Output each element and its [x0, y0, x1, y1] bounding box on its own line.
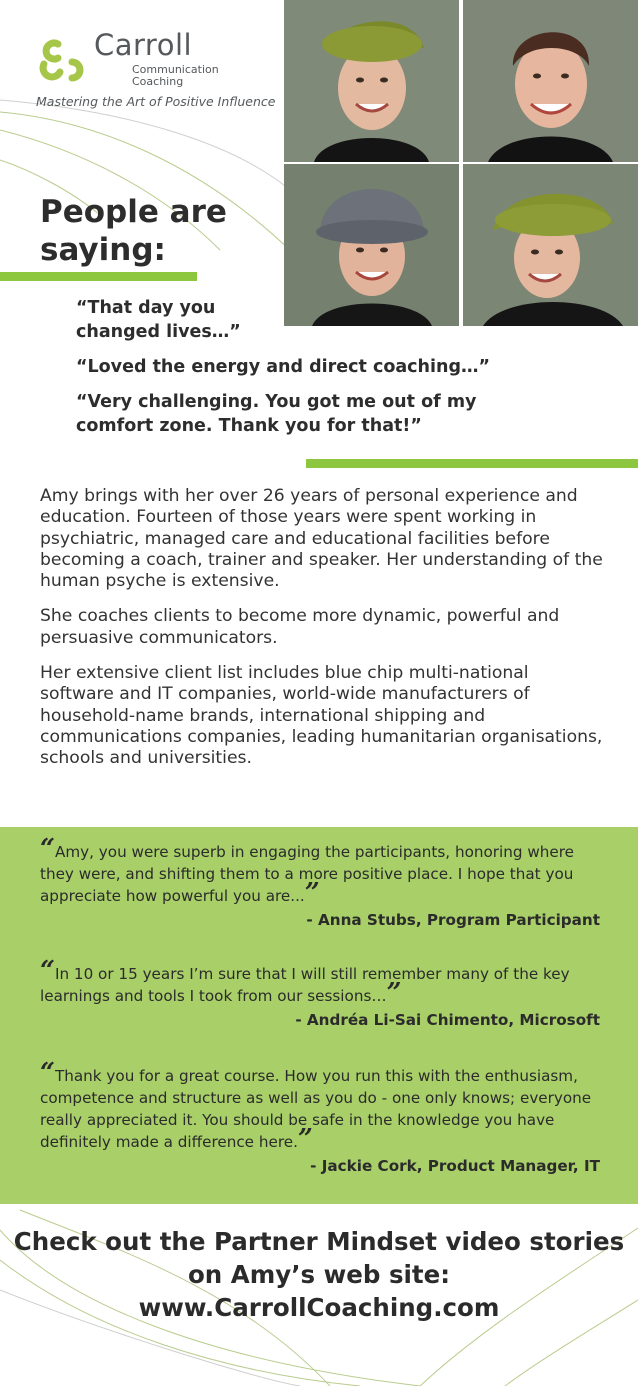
brand-logo [36, 28, 266, 88]
short-quotes-list [76, 296, 596, 449]
close-quote-mark: ” [297, 1124, 313, 1154]
testimonial [40, 956, 600, 1031]
testimonial [40, 834, 600, 931]
short-quote: “Loved the energy and direct coaching…” [76, 357, 490, 377]
accent-bar-right [306, 459, 638, 468]
testimonial-text: In 10 or 15 years I’m sure that I will still remember many of the key learnings and tools I took from our sessions… [40, 965, 570, 1005]
testimonial-attribution: - Andréa Li-Sai Chimento, Microsoft [295, 1011, 600, 1029]
bio-paragraph: Her extensive client list includes blue chip multi-national software and IT companies, world-wide manufacturers of household-name brands, international shipping and communications companies, leading humanitarian organisations, schools and universities. [40, 663, 603, 769]
photo-grid [284, 0, 638, 326]
brand-subtitle [132, 64, 219, 88]
cta-line1: Check out the Partner Mindset video stories [13, 1227, 625, 1256]
testimonials-panel [0, 827, 638, 1204]
website-link[interactable]: www.CarrollCoaching.com [138, 1293, 500, 1322]
close-quote-mark: ” [304, 878, 320, 908]
brand-tagline: Mastering the Art of Positive Influence [36, 94, 276, 109]
short-quote: “Very challenging. You got me out of my comfort zone. Thank you for that!” [76, 392, 477, 436]
open-quote-mark: “ [40, 956, 55, 986]
call-to-action [0, 1225, 638, 1324]
testimonial-attribution: - Anna Stubs, Program Participant [306, 911, 600, 929]
accent-bar-left [0, 272, 197, 281]
brand-subtitle-line2: Coaching [132, 75, 184, 88]
brand-subtitle-line1: Communication [132, 63, 219, 76]
open-quote-mark: “ [40, 1058, 55, 1088]
brand-name: Carroll [94, 28, 193, 62]
bio-paragraph: She coaches clients to become more dynamic, powerful and persuasive communicators. [40, 606, 560, 648]
open-quote-mark: “ [40, 834, 55, 864]
cta-line2: on Amy’s web site: [187, 1260, 451, 1289]
testimonial-attribution: - Jackie Cork, Product Manager, IT [310, 1157, 600, 1175]
woman-smiling-short-hair-photo [463, 0, 638, 162]
heading-line2: saying: [40, 232, 166, 268]
heading-line1: People are [40, 194, 227, 230]
testimonial [40, 1058, 600, 1177]
short-quote: “That day you changed lives…” [76, 298, 241, 342]
close-quote-mark: ” [386, 978, 402, 1008]
testimonial-text: Amy, you were superb in engaging the participants, honoring where they were, and shifting them to a more positive place. I hope that you appreciate how powerful you are... [40, 843, 574, 905]
woman-green-beret-photo [284, 0, 459, 162]
page-heading [40, 193, 280, 269]
bio-paragraph: Amy brings with her over 26 years of personal experience and education. Fourteen of those years were spent working in psychiatric, managed care and educational facilities before becoming a coach, trainer and speaker. Her understanding of the human psyche is extensive. [40, 486, 603, 592]
bio-text [40, 486, 605, 784]
carroll-logo-icon [36, 34, 92, 84]
testimonial-text: Thank you for a great course. How you run this with the enthusiasm, competence and structure as well as you do - one only knows; everyone really appreciated it. You should be safe in the knowledge you have definitely made a difference here. [40, 1067, 592, 1151]
